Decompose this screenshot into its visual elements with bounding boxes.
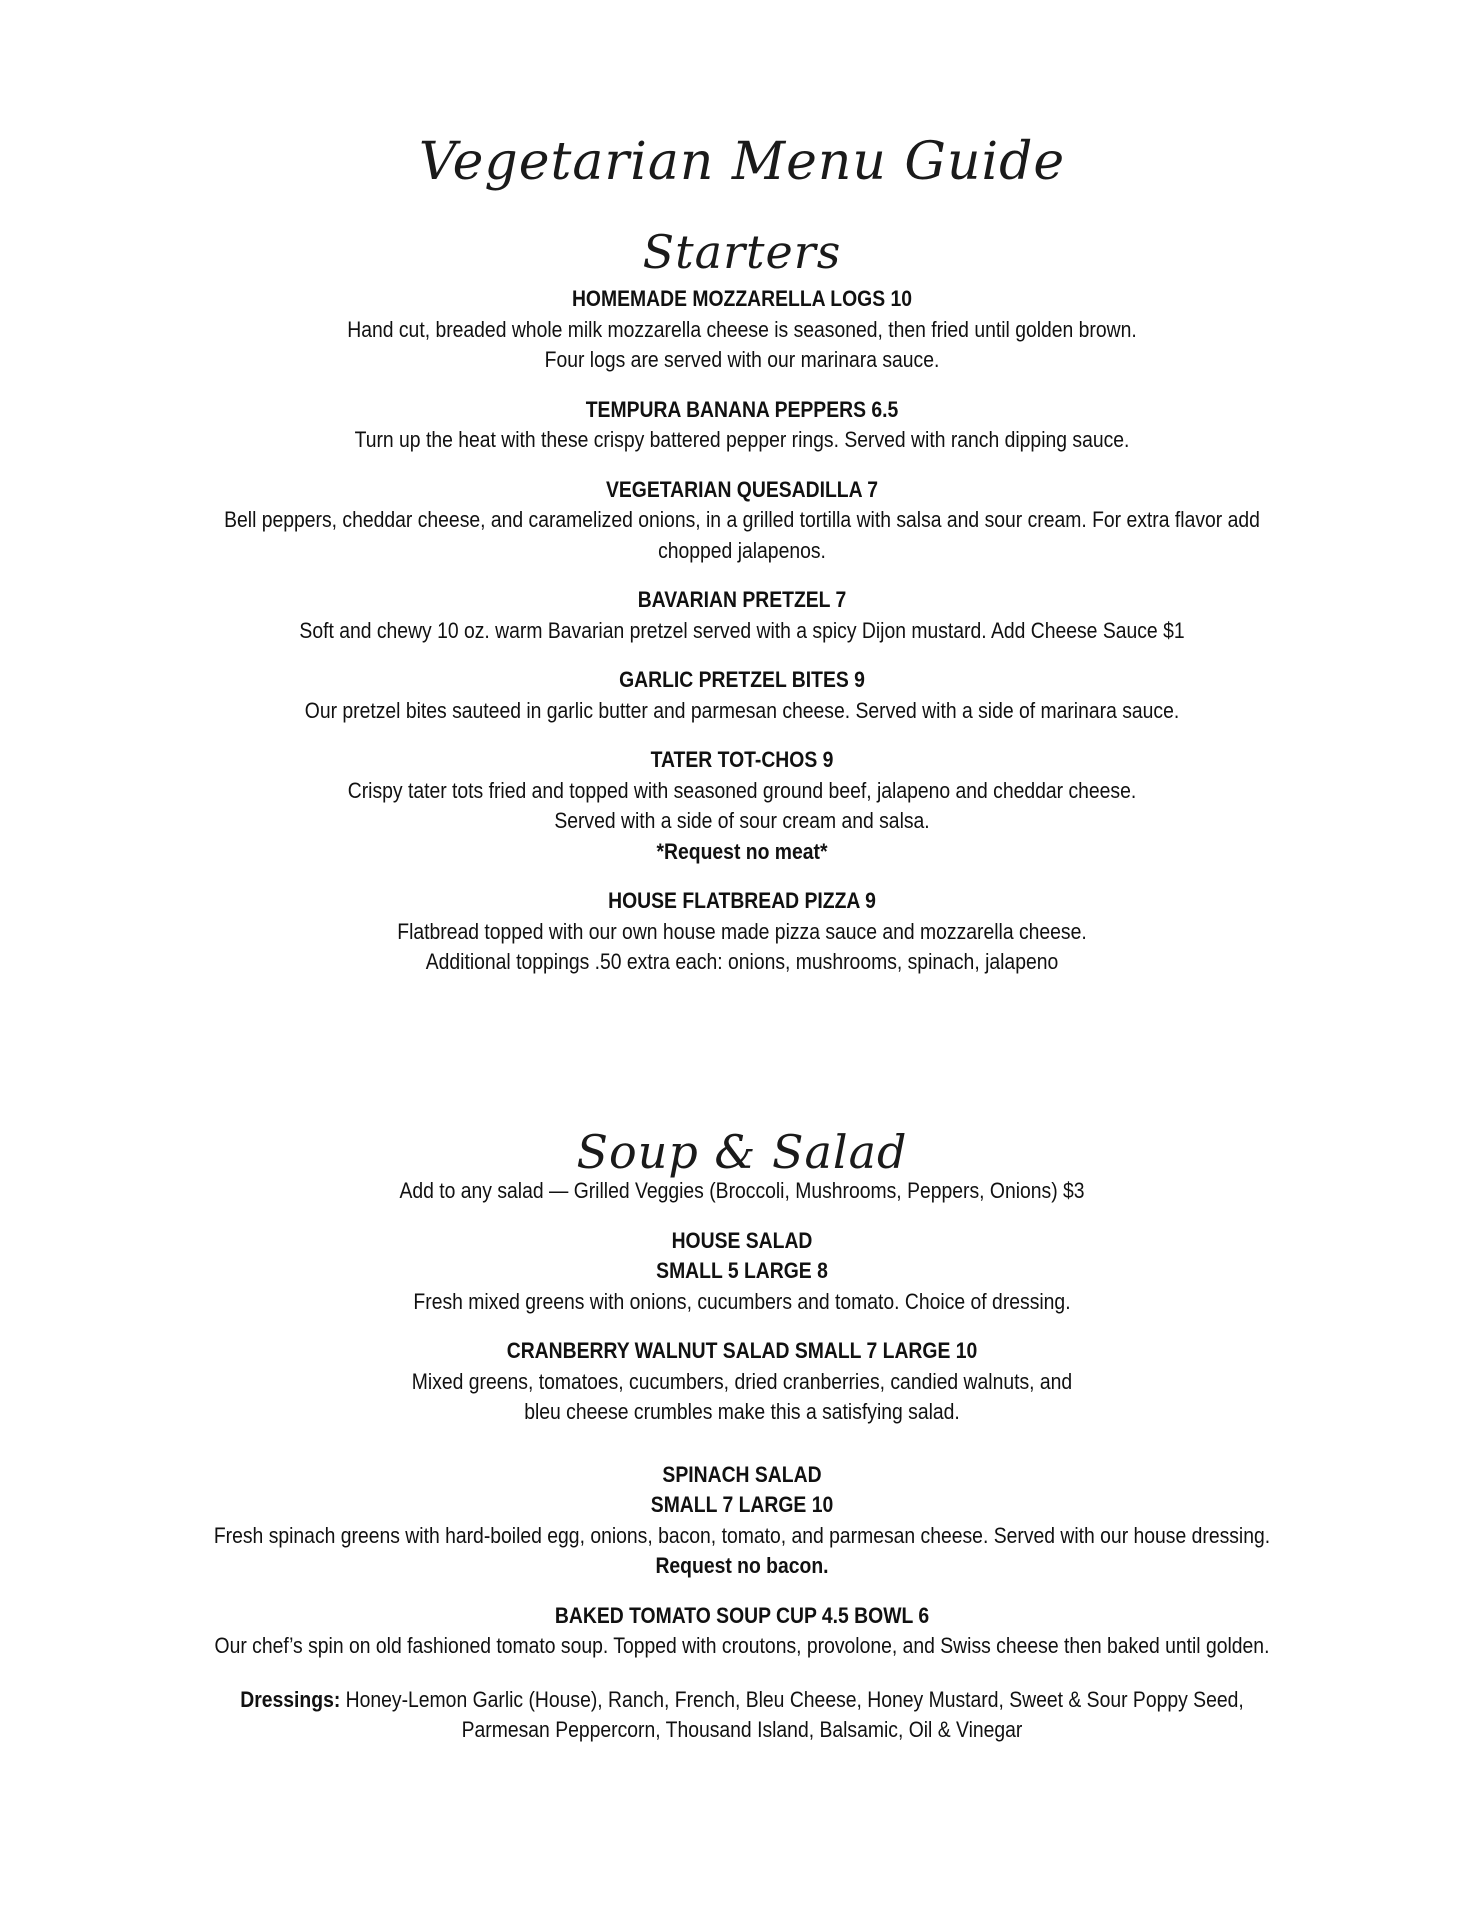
salad-addon-note: Add to any salad — Grilled Veggies (Broccoli, Mushrooms, Peppers, Onions) $3 [399,1178,1085,1203]
item-name: TATER TOT-CHOS 9 [650,747,834,772]
item-description: Fresh spinach greens with hard-boiled egg, onions, bacon, tomato, and parmesan cheese. Served with our house dressing. [213,1522,1271,1548]
soup-salad-list [190,1176,1294,1746]
menu-item-spinach-salad [190,1460,1294,1582]
item-name: GARLIC PRETZEL BITES 9 [619,667,865,692]
item-description: Crispy tater tots fried and topped with seasoned ground beef, jalapeno and cheddar cheese. [347,777,1137,803]
menu-item-cranberry-walnut-salad [190,1336,1294,1428]
item-description: Hand cut, breaded whole milk mozzarella cheese is seasoned, then fried until golden brown. [347,316,1137,342]
item-description: Mixed greens, tomatoes, cucumbers, dried cranberries, candied walnuts, and [411,1368,1073,1394]
item-price-sizes: SMALL 5 LARGE 8 [656,1258,828,1283]
item-note: Request no bacon. [655,1553,829,1578]
dressings-text: Parmesan Peppercorn, Thousand Island, Balsamic, Oil & Vinegar [461,1717,1023,1742]
item-description: Flatbread topped with our own house made pizza sauce and mozzarella cheese. [397,918,1087,944]
item-description: Four logs are served with our marinara sauce. [544,347,940,372]
starters-list [190,284,1294,997]
item-description: Served with a side of sour cream and salsa. [554,808,930,833]
item-description: Fresh mixed greens with onions, cucumbers and tomato. Choice of dressing. [413,1288,1071,1314]
item-price-sizes: SMALL 7 LARGE 10 [650,1492,834,1517]
section-heading-starters: Starters [642,225,842,279]
section-heading-soup-salad: Soup & Salad [576,1125,908,1179]
menu-item-house-flatbread-pizza [190,886,1294,978]
page-title: Vegetarian Menu Guide [418,132,1066,192]
menu-item-mozzarella-logs [190,284,1294,376]
item-name: VEGETARIAN QUESADILLA 7 [605,476,879,502]
dressings-label: Dressings: [240,1686,341,1712]
item-name: CRANBERRY WALNUT SALAD SMALL 7 LARGE 10 [506,1338,978,1363]
item-description: Bell peppers, cheddar cheese, and caramelized onions, in a grilled tortilla with salsa and sour cream. For extra flavor add [224,507,1260,532]
item-note: *Request no meat* [656,838,828,864]
menu-item-tater-tot-chos [190,745,1294,867]
item-description: Turn up the heat with these crispy battered pepper rings. Served with ranch dipping sauce. [354,427,1130,452]
item-name: TEMPURA BANANA PEPPERS 6.5 [585,396,899,422]
item-description: Our pretzel bites sauteed in garlic butter and parmesan cheese. Served with a side of marinara sauce. [304,697,1180,723]
item-description: Our chef’s spin on old fashioned tomato soup. Topped with croutons, provolone, and Swiss cheese then baked until golden. [214,1633,1270,1658]
item-name: BAVARIAN PRETZEL 7 [637,587,847,612]
item-name: SPINACH SALAD [662,1461,822,1487]
item-description: chopped jalapenos. [658,537,826,563]
dressings-list [190,1685,1294,1746]
menu-item-baked-tomato-soup [190,1601,1294,1662]
item-name: HOMEMADE MOZZARELLA LOGS 10 [571,286,913,311]
menu-item-vegetarian-quesadilla [190,475,1294,567]
menu-item-house-salad [190,1226,1294,1318]
item-name: HOUSE FLATBREAD PIZZA 9 [608,888,876,913]
item-name: BAKED TOMATO SOUP CUP 4.5 BOWL 6 [554,1602,930,1628]
dressings-text: Honey-Lemon Garlic (House), Ranch, French, Bleu Cheese, Honey Mustard, Sweet & Sour Poppy Seed, [340,1686,1244,1712]
menu-item-tempura-banana-peppers [190,395,1294,456]
item-description: Additional toppings .50 extra each: onions, mushrooms, spinach, jalapeno [425,949,1059,974]
menu-item-bavarian-pretzel [190,585,1294,646]
item-description: bleu cheese crumbles make this a satisfying salad. [524,1399,960,1424]
item-name: HOUSE SALAD [671,1227,813,1253]
item-description: Soft and chewy 10 oz. warm Bavarian pretzel served with a spicy Dijon mustard. Add Cheese Sauce $1 [299,617,1185,643]
menu-item-garlic-pretzel-bites [190,665,1294,726]
